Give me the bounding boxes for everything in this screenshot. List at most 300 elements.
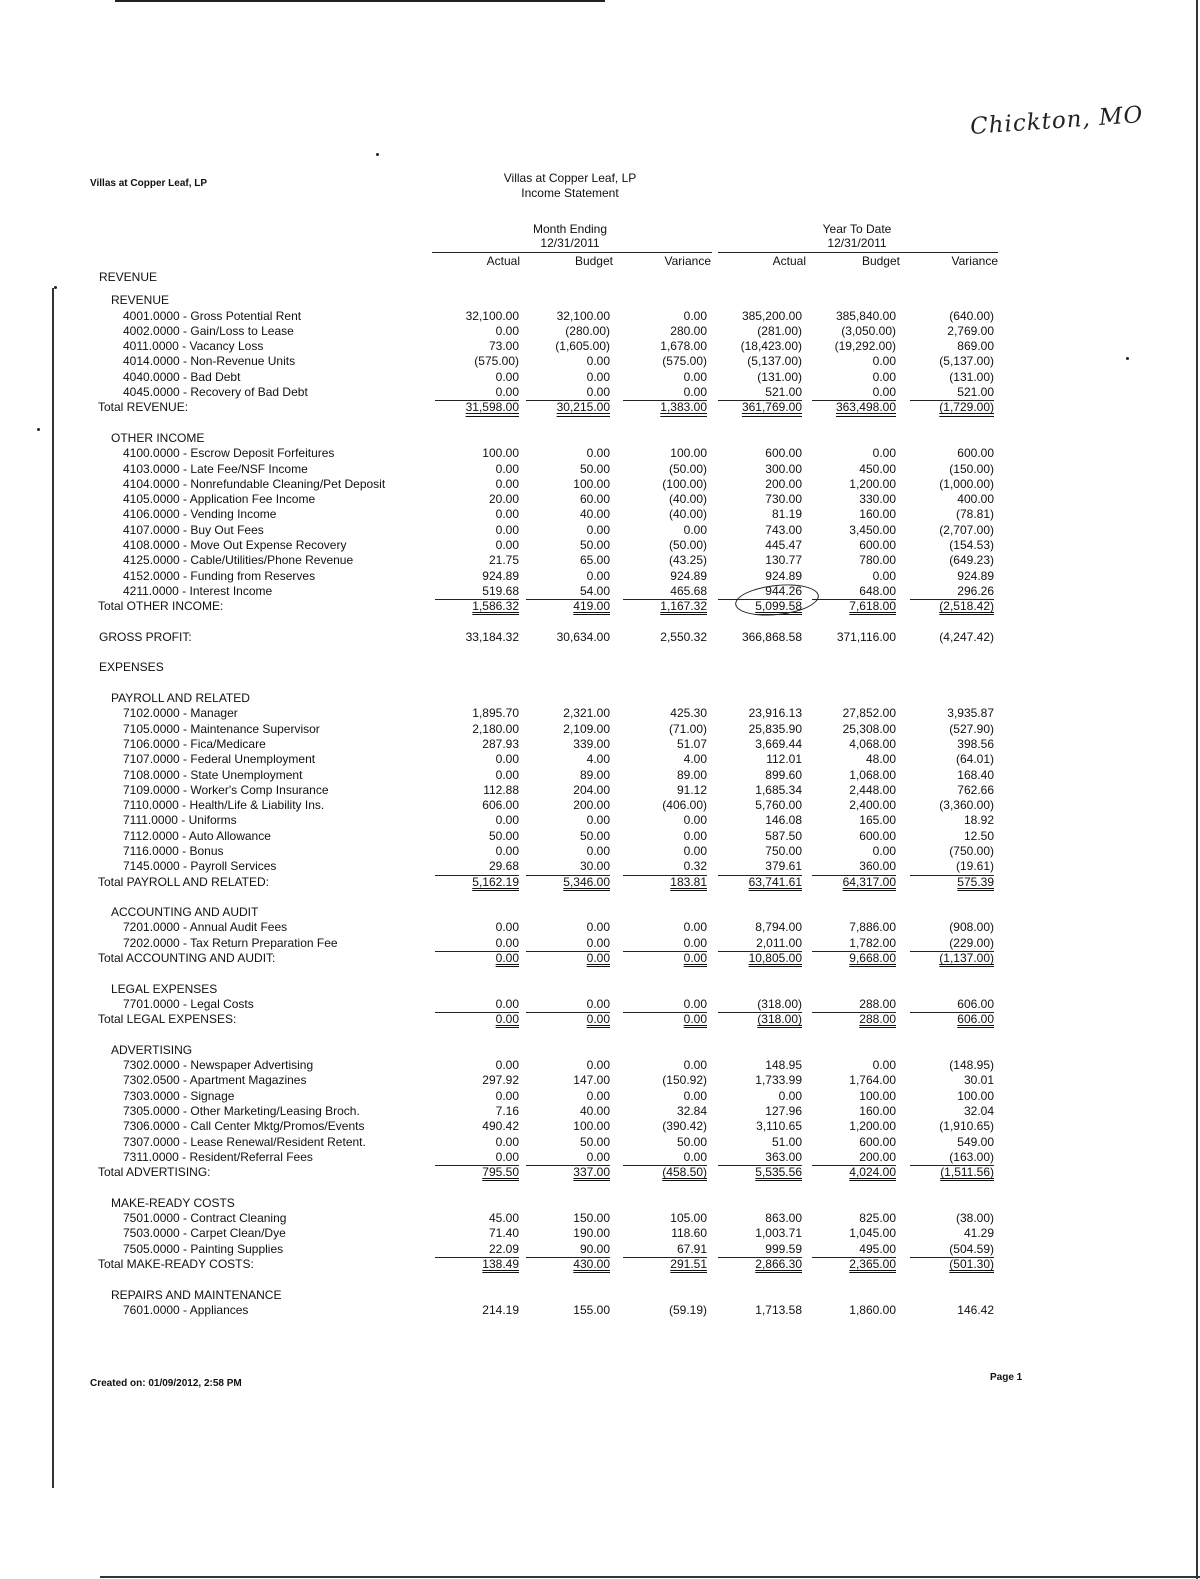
cell-month-actual: 33,184.32	[465, 629, 519, 644]
line-item-row	[95, 507, 1000, 522]
section-heading	[95, 660, 1000, 675]
cell-ytd-variance: 32.04	[963, 1104, 994, 1119]
cell-month-variance: (575.00)	[662, 354, 707, 369]
page-number: Page 1	[990, 1372, 1023, 1383]
cell-ytd-variance: (1,000.00)	[939, 476, 994, 491]
line-item-row	[95, 1135, 1000, 1150]
cell-ytd-budget: 780.00	[859, 553, 896, 568]
cell-month-budget: 0.00	[586, 1058, 610, 1073]
cell-ytd-variance: (908.00)	[949, 920, 994, 935]
cell-ytd-actual: 521.00	[718, 385, 802, 401]
cell-ytd-variance: (38.00)	[955, 1211, 994, 1226]
cell-ytd-budget: 160.00	[859, 507, 896, 522]
line-item-row	[95, 1119, 1000, 1134]
created-timestamp: Created on: 01/09/2012, 2:58 PM	[90, 1378, 242, 1389]
cell-month-variance: (71.00)	[668, 721, 707, 736]
cell-month-budget: 54.00	[526, 584, 610, 600]
cell-month-actual: 7.16	[495, 1104, 519, 1119]
total-row	[95, 1012, 1000, 1027]
cell-month-variance: 291.51	[670, 1257, 707, 1271]
line-item-row	[95, 768, 1000, 783]
row-label: 7108.0000 - State Unemployment	[123, 767, 303, 782]
cell-ytd-actual: 0.00	[778, 1088, 802, 1103]
cell-month-actual: 0.00	[495, 1058, 519, 1073]
line-item-row	[95, 523, 1000, 538]
cell-ytd-variance: (154.53)	[949, 538, 994, 553]
column-header-actual: Actual	[486, 254, 520, 268]
cell-month-variance: 51.07	[676, 736, 707, 751]
cell-month-variance: 32.84	[676, 1104, 707, 1119]
row-label: 4108.0000 - Move Out Expense Recovery	[123, 538, 347, 553]
scan-bottom-edge	[100, 1576, 1200, 1578]
cell-month-budget: 50.00	[579, 828, 610, 843]
row-label: 7106.0000 - Fica/Medicare	[123, 736, 266, 751]
cell-ytd-budget: 9,668.00	[849, 951, 896, 966]
cell-ytd-variance: 606.00	[910, 997, 994, 1013]
column-header-variance: Variance	[664, 254, 711, 268]
handwritten-location-note: Chickton, MO	[969, 101, 1145, 141]
cell-ytd-actual: 2,866.30	[755, 1257, 802, 1271]
cell-ytd-variance: (163.00)	[910, 1150, 994, 1166]
row-spacer	[95, 1272, 1000, 1287]
cell-month-variance: (406.00)	[662, 798, 707, 813]
cell-month-actual: (575.00)	[474, 354, 519, 369]
cell-month-actual: 71.40	[488, 1226, 519, 1241]
subsection-heading	[95, 691, 1000, 706]
period-label: Month Ending	[532, 222, 608, 236]
cell-month-variance: 0.00	[683, 1088, 707, 1103]
cell-month-variance: (150.92)	[662, 1073, 707, 1088]
cell-month-budget: 2,321.00	[563, 706, 610, 721]
row-label: PAYROLL AND RELATED	[111, 691, 250, 706]
cell-month-actual: 0.00	[495, 813, 519, 828]
cell-ytd-budget: 0.00	[812, 385, 896, 401]
cell-month-budget: 0.00	[586, 920, 610, 935]
row-spacer	[95, 1028, 1000, 1043]
cell-month-actual: 519.68	[435, 584, 519, 600]
cell-month-variance: (50.00)	[668, 538, 707, 553]
cell-month-variance: 0.00	[683, 843, 707, 858]
cell-ytd-budget: 495.00	[812, 1242, 896, 1258]
cell-ytd-variance: (3,360.00)	[939, 798, 994, 813]
cell-ytd-budget: 1,068.00	[849, 767, 896, 782]
cell-ytd-variance: (229.00)	[910, 936, 994, 952]
cell-ytd-variance: 3,935.87	[947, 706, 994, 721]
line-item-row	[95, 385, 1000, 400]
row-spacer	[95, 615, 1000, 630]
cell-month-variance: 89.00	[676, 767, 707, 782]
cell-ytd-actual: 445.47	[765, 538, 802, 553]
cell-ytd-variance: (78.81)	[955, 507, 994, 522]
cell-ytd-actual: (5,137.00)	[747, 354, 802, 369]
row-label: OTHER INCOME	[111, 430, 205, 445]
row-label: 4106.0000 - Vending Income	[123, 507, 277, 522]
cell-ytd-actual: 366,868.58	[741, 629, 802, 644]
cell-ytd-budget: 360.00	[812, 859, 896, 875]
cell-month-budget: 0.00	[586, 369, 610, 384]
line-item-row	[95, 1104, 1000, 1119]
line-item-row	[95, 1303, 1000, 1318]
cell-month-budget: 30,215.00	[556, 400, 610, 415]
cell-ytd-variance: (649.23)	[949, 553, 994, 568]
cell-ytd-budget: 100.00	[859, 1088, 896, 1103]
period-date: 12/31/2011	[827, 236, 887, 250]
cell-ytd-budget: 1,860.00	[849, 1302, 896, 1317]
line-item-row	[95, 783, 1000, 798]
scan-top-edge	[115, 0, 605, 2]
cell-month-variance: 1,167.32	[660, 599, 707, 614]
row-spacer	[95, 966, 1000, 981]
cell-month-budget: 2,109.00	[563, 721, 610, 736]
line-item-row	[95, 844, 1000, 859]
cell-month-variance: 0.00	[683, 1058, 707, 1073]
cell-ytd-actual: 148.95	[765, 1058, 802, 1073]
cell-month-budget: 0.00	[586, 951, 610, 966]
line-item-row	[95, 737, 1000, 752]
cell-ytd-variance: 100.00	[957, 1088, 994, 1103]
cell-month-actual: 0.00	[495, 476, 519, 491]
row-label: Total LEGAL EXPENSES:	[98, 1012, 237, 1027]
scan-right-edge	[1196, 0, 1198, 1579]
cell-month-actual: 0.00	[495, 752, 519, 767]
cell-month-budget: 60.00	[579, 492, 610, 507]
cell-ytd-variance: (148.95)	[949, 1058, 994, 1073]
cell-month-actual: 50.00	[488, 828, 519, 843]
gross-profit-row	[95, 630, 1000, 645]
cell-month-variance: 91.12	[676, 782, 707, 797]
cell-month-variance: 0.00	[683, 369, 707, 384]
cell-month-actual: 5,162.19	[472, 874, 519, 889]
cell-month-budget: 5,346.00	[563, 874, 610, 889]
cell-month-variance: (50.00)	[668, 461, 707, 476]
cell-ytd-variance: (640.00)	[949, 308, 994, 323]
row-label: 7145.0000 - Payroll Services	[123, 859, 277, 874]
cell-ytd-actual: 743.00	[765, 522, 802, 537]
cell-month-budget: 90.00	[526, 1242, 610, 1258]
cell-ytd-actual: (318.00)	[718, 997, 802, 1013]
cell-month-budget: 0.00	[586, 446, 610, 461]
subsection-heading	[95, 1196, 1000, 1211]
cell-ytd-variance: 400.00	[957, 492, 994, 507]
line-item-row	[95, 538, 1000, 553]
row-label: 7111.0000 - Uniforms	[123, 813, 237, 828]
cell-month-actual: 214.19	[482, 1302, 519, 1317]
row-label: Total ADVERTISING:	[98, 1165, 211, 1180]
cell-ytd-variance: 18.92	[963, 813, 994, 828]
cell-month-variance: 2,550.32	[660, 629, 707, 644]
cell-month-budget: 65.00	[579, 553, 610, 568]
total-row	[95, 400, 1000, 415]
cell-ytd-budget: 2,365.00	[849, 1257, 896, 1271]
cell-month-actual: 0.00	[495, 1134, 519, 1149]
cell-month-budget: 0.00	[586, 522, 610, 537]
cell-ytd-actual: 3,669.44	[755, 736, 802, 751]
cell-ytd-actual: (18,423.00)	[740, 339, 802, 354]
cell-ytd-variance: (1,511.56)	[940, 1165, 994, 1180]
cell-ytd-actual: 730.00	[765, 492, 802, 507]
cell-month-actual: 2,180.00	[472, 721, 519, 736]
line-item-row	[95, 1089, 1000, 1104]
cell-month-actual: 0.00	[495, 369, 519, 384]
line-item-row	[95, 446, 1000, 461]
cell-month-actual: 297.92	[482, 1073, 519, 1088]
column-header-actual: Actual	[772, 254, 806, 268]
subsection-heading	[95, 1043, 1000, 1058]
cell-ytd-variance: 168.40	[957, 767, 994, 782]
total-row	[95, 599, 1000, 614]
column-header-variance: Variance	[951, 254, 998, 268]
cell-ytd-budget: 4,024.00	[849, 1165, 896, 1180]
cell-ytd-actual: 25,835.90	[748, 721, 802, 736]
cell-ytd-variance: 296.26	[910, 584, 994, 600]
cell-ytd-variance: (1,137.00)	[939, 951, 994, 966]
line-item-row	[95, 1058, 1000, 1073]
row-label: 7307.0000 - Lease Renewal/Resident Retent.	[123, 1134, 366, 1149]
column-header-budget: Budget	[574, 254, 613, 268]
line-item-row	[95, 1150, 1000, 1165]
cell-month-variance: 1,383.00	[660, 400, 707, 415]
row-label: REPAIRS AND MAINTENANCE	[111, 1287, 282, 1302]
row-label: REVENUE	[111, 293, 170, 308]
cell-ytd-actual: (318.00)	[757, 1012, 802, 1027]
cell-month-actual: 100.00	[482, 446, 519, 461]
cell-month-actual: 138.49	[482, 1257, 519, 1271]
line-item-row	[95, 584, 1000, 599]
row-label: 7505.0000 - Painting Supplies	[123, 1241, 284, 1256]
cell-ytd-budget: 1,782.00	[812, 936, 896, 952]
total-row	[95, 1257, 1000, 1272]
cell-ytd-budget: 48.00	[865, 752, 896, 767]
cell-ytd-budget: 7,618.00	[849, 599, 896, 614]
cell-ytd-budget: 1,200.00	[849, 1119, 896, 1134]
cell-ytd-actual: 863.00	[765, 1211, 802, 1226]
cell-month-variance: 0.00	[683, 828, 707, 843]
cell-ytd-actual: 23,916.13	[748, 706, 802, 721]
cell-ytd-variance: 600.00	[957, 446, 994, 461]
cell-month-variance: 0.00	[683, 920, 707, 935]
cell-ytd-variance: (504.59)	[910, 1242, 994, 1258]
cell-month-budget: 339.00	[573, 736, 610, 751]
line-item-row	[95, 706, 1000, 721]
row-label: 7112.0000 - Auto Allowance	[123, 828, 271, 843]
cell-month-budget: 100.00	[573, 1119, 610, 1134]
row-label: 4040.0000 - Bad Debt	[123, 369, 241, 384]
scan-speck	[1126, 357, 1129, 360]
cell-month-variance: 280.00	[670, 323, 707, 338]
cell-ytd-variance: (64.01)	[955, 752, 994, 767]
cell-ytd-actual: 361,769.00	[741, 400, 802, 415]
cell-ytd-actual: 81.19	[771, 507, 802, 522]
cell-month-variance: 100.00	[670, 446, 707, 461]
cell-month-budget: 204.00	[573, 782, 610, 797]
cell-month-variance: (458.50)	[662, 1165, 707, 1180]
cell-ytd-variance: 924.89	[957, 568, 994, 583]
cell-month-actual: 31,598.00	[465, 400, 519, 415]
row-spacer	[95, 1181, 1000, 1196]
cell-month-variance: 0.00	[683, 1012, 707, 1027]
cell-ytd-variance: 146.42	[957, 1302, 994, 1317]
cell-ytd-budget: 165.00	[859, 813, 896, 828]
cell-ytd-actual: 3,110.65	[756, 1119, 802, 1134]
cell-ytd-variance: 398.56	[957, 736, 994, 751]
period-month-ending	[490, 222, 650, 250]
cell-month-budget: 337.00	[573, 1165, 610, 1180]
row-label: Total ACCOUNTING AND AUDIT:	[98, 951, 276, 966]
line-item-row	[95, 553, 1000, 568]
period-year-to-date	[777, 222, 937, 250]
row-label: 7601.0000 - Appliances	[123, 1302, 249, 1317]
line-item-row	[95, 997, 1000, 1012]
cell-month-budget: 419.00	[573, 599, 610, 614]
cell-month-actual: 1,895.70	[472, 706, 519, 721]
line-item-row	[95, 752, 1000, 767]
section-heading	[95, 270, 1000, 285]
row-label: Total MAKE-READY COSTS:	[98, 1257, 254, 1271]
cell-ytd-budget: 1,045.00	[849, 1226, 896, 1241]
row-label: 7105.0000 - Maintenance Supervisor	[123, 721, 320, 736]
cell-ytd-actual: 200.00	[765, 476, 802, 491]
row-label: 4011.0000 - Vacancy Loss	[123, 339, 264, 354]
cell-ytd-variance: 575.39	[957, 874, 994, 889]
row-label: 4125.0000 - Cable/Utilities/Phone Revenue	[123, 553, 354, 568]
cell-ytd-variance: 30.01	[963, 1073, 994, 1088]
cell-month-variance: (43.25)	[668, 553, 707, 568]
cell-month-budget: 0.00	[526, 385, 610, 401]
period-rule	[718, 252, 998, 253]
cell-ytd-actual: 1,003.71	[755, 1226, 802, 1241]
cell-month-actual: 0.00	[495, 767, 519, 782]
cell-month-budget: 0.00	[586, 568, 610, 583]
line-item-row	[95, 859, 1000, 874]
row-label: 7311.0000 - Resident/Referral Fees	[123, 1149, 313, 1164]
cell-ytd-actual: 51.00	[771, 1134, 802, 1149]
cell-month-variance: 1,678.00	[660, 339, 707, 354]
cell-month-budget: 190.00	[573, 1226, 610, 1241]
row-label: 7303.0000 - Signage	[123, 1088, 235, 1103]
row-label: Total PAYROLL AND RELATED:	[98, 874, 269, 889]
cell-ytd-budget: 7,886.00	[849, 920, 896, 935]
row-label: 7305.0000 - Other Marketing/Leasing Broch.	[123, 1104, 360, 1119]
row-label: ADVERTISING	[111, 1042, 193, 1057]
cell-month-variance: 183.81	[670, 874, 707, 889]
cell-ytd-budget: 64,317.00	[842, 874, 896, 889]
cell-month-variance: 0.00	[683, 308, 707, 323]
cell-ytd-variance: (750.00)	[949, 843, 994, 858]
cell-month-actual: 0.00	[495, 951, 519, 966]
cell-ytd-budget: 0.00	[872, 843, 896, 858]
cell-ytd-budget: 385,840.00	[835, 308, 896, 323]
cell-ytd-variance: 12.50	[963, 828, 994, 843]
cell-ytd-budget: (19,292.00)	[834, 339, 896, 354]
subsection-heading	[95, 982, 1000, 997]
cell-ytd-budget: 648.00	[812, 584, 896, 600]
cell-ytd-variance: (131.00)	[949, 369, 994, 384]
cell-month-variance: 0.00	[683, 522, 707, 537]
cell-ytd-budget: 27,852.00	[842, 706, 896, 721]
cell-ytd-actual: 5,535.56	[755, 1165, 802, 1180]
line-item-row	[95, 1211, 1000, 1226]
cell-ytd-variance: (5,137.00)	[939, 354, 994, 369]
cell-ytd-variance: 521.00	[910, 385, 994, 401]
cell-month-budget: 150.00	[573, 1211, 610, 1226]
cell-month-budget: (1,605.00)	[555, 339, 610, 354]
cell-month-actual: 0.00	[495, 1088, 519, 1103]
cell-ytd-budget: 160.00	[859, 1104, 896, 1119]
total-row	[95, 951, 1000, 966]
cell-ytd-budget: 371,116.00	[836, 629, 896, 644]
cell-month-budget: 0.00	[526, 997, 610, 1013]
line-item-row	[95, 829, 1000, 844]
cell-ytd-variance: (2,518.42)	[939, 599, 994, 614]
row-label: 4211.0000 - Interest Income	[123, 583, 273, 598]
cell-ytd-actual: 999.59	[718, 1242, 802, 1258]
cell-month-actual: 45.00	[488, 1211, 519, 1226]
row-label: Total REVENUE:	[98, 400, 189, 415]
cell-month-actual: 0.00	[435, 936, 519, 952]
row-label: 7202.0000 - Tax Return Preparation Fee	[123, 935, 338, 950]
cell-month-actual: 32,100.00	[465, 308, 519, 323]
cell-month-actual: 0.00	[495, 461, 519, 476]
cell-month-actual: 1,586.32	[472, 599, 519, 614]
cell-month-actual: 0.00	[435, 997, 519, 1013]
cell-month-budget: 155.00	[573, 1302, 610, 1317]
cell-ytd-budget: 0.00	[872, 1058, 896, 1073]
cell-month-budget: 0.00	[586, 813, 610, 828]
cell-ytd-budget: 288.00	[812, 997, 896, 1013]
cell-month-actual: 0.00	[435, 1150, 519, 1166]
cell-month-actual: 112.88	[483, 782, 519, 797]
cell-month-variance: 0.00	[623, 1150, 707, 1166]
cell-month-variance: (100.00)	[662, 476, 707, 491]
row-label: 4045.0000 - Recovery of Bad Debt	[123, 385, 308, 400]
row-label: 4103.0000 - Late Fee/NSF Income	[123, 461, 308, 476]
total-row	[95, 875, 1000, 890]
line-item-row	[95, 477, 1000, 492]
cell-month-variance: 50.00	[676, 1134, 707, 1149]
row-label: Total OTHER INCOME:	[98, 599, 224, 614]
cell-ytd-budget: 0.00	[872, 446, 896, 461]
line-item-row	[95, 798, 1000, 813]
cell-month-budget: 50.00	[579, 538, 610, 553]
row-label: 7107.0000 - Federal Unemployment	[123, 752, 316, 767]
cell-ytd-budget: 2,448.00	[849, 782, 896, 797]
cell-ytd-actual: 899.60	[765, 767, 802, 782]
cell-ytd-budget: 0.00	[872, 354, 896, 369]
cell-month-budget: 430.00	[573, 1257, 610, 1271]
line-item-row	[95, 339, 1000, 354]
row-label: 7110.0000 - Health/Life & Liability Ins.	[123, 798, 325, 813]
cell-month-budget: 40.00	[579, 1104, 610, 1119]
cell-month-variance: 0.00	[683, 951, 707, 966]
cell-ytd-actual: 5,099.58	[755, 599, 802, 614]
cell-month-actual: 0.00	[495, 507, 519, 522]
cell-month-actual: 0.00	[495, 843, 519, 858]
cell-month-variance: 4.00	[683, 752, 707, 767]
cell-month-budget: 0.00	[586, 1012, 610, 1027]
cell-ytd-actual: 944.26	[718, 584, 802, 600]
cell-month-actual: 606.00	[482, 798, 519, 813]
cell-month-budget: 4.00	[586, 752, 610, 767]
cell-ytd-budget: 3,450.00	[849, 522, 896, 537]
scan-speck	[376, 153, 379, 156]
cell-month-actual: 490.42	[482, 1119, 519, 1134]
period-rule	[432, 252, 712, 253]
report-company: Villas at Copper Leaf, LP	[503, 171, 637, 185]
cell-ytd-variance: (527.90)	[949, 721, 994, 736]
line-item-row	[95, 1073, 1000, 1088]
row-label: 4104.0000 - Nonrefundable Cleaning/Pet Deposit	[123, 476, 386, 491]
cell-ytd-actual: 146.08	[765, 813, 802, 828]
